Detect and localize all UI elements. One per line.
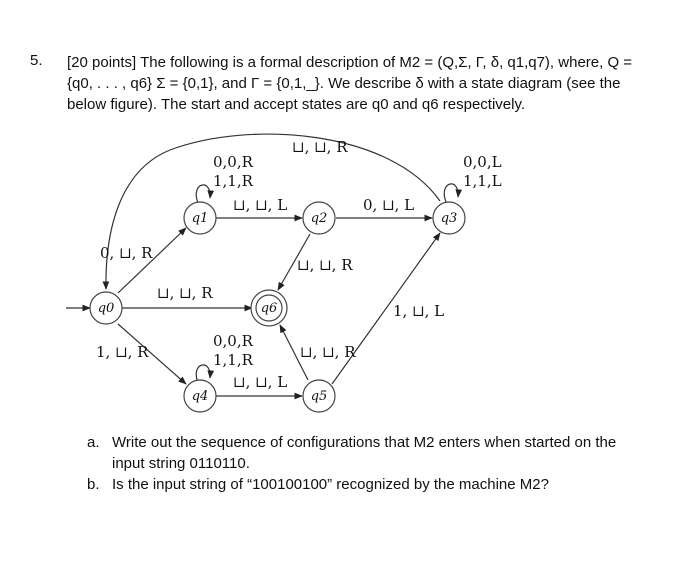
edge-label: 1, ⊔, L <box>393 302 445 320</box>
edge-label: ⊔, ⊔, R <box>157 284 213 302</box>
state-label-q4: q4 <box>191 389 209 404</box>
state-label-q0: q0 <box>97 301 115 316</box>
subquestion-line: Write out the sequence of configurations that M2 enters when started on the <box>112 434 617 451</box>
edge-label: 0, ⊔, R <box>100 244 153 262</box>
subquestion-line: input string 0110110. <box>112 455 250 472</box>
subquestion-letter: a. <box>87 434 100 451</box>
state-label-q3: q3 <box>440 211 458 226</box>
subquestion-line: Is the input string of “100100100” recognized by the machine M2? <box>112 476 549 493</box>
subquestion-b <box>87 474 647 496</box>
state-label-q6: q6 <box>260 301 278 316</box>
subquestion-letter: b. <box>87 476 100 493</box>
edge-label: ⊔, ⊔, R <box>300 343 356 361</box>
intro-line: {q0, . . . , q6} Σ = {0,1}, and Γ = {0,1,_}. We describe δ with a state diagram (see the <box>67 75 621 92</box>
state-label-q5: q5 <box>310 389 328 404</box>
question-number: 5. <box>30 52 43 69</box>
edge-label: ⊔, ⊔, R <box>297 256 353 274</box>
edge-label: 0,0,R <box>213 332 253 350</box>
edge-label: 0, ⊔, L <box>363 196 415 214</box>
edge-label: ⊔, ⊔, L <box>233 373 288 391</box>
edge-label: 1,1,R <box>213 351 253 369</box>
edge-label: 1, ⊔, R <box>96 343 149 361</box>
edge-label: 0,0,R <box>213 153 253 171</box>
state-label-q2: q2 <box>310 211 328 226</box>
edge-label: 0,0,L <box>463 153 502 171</box>
subquestion-a <box>87 432 647 476</box>
edge-label: ⊔, ⊔, R <box>292 138 348 156</box>
edge-label: ⊔, ⊔, L <box>233 196 288 214</box>
state-label-q1: q1 <box>191 211 209 226</box>
loop-q3 <box>444 184 458 202</box>
edge-label: 1,1,L <box>463 172 502 190</box>
edge-label: 1,1,R <box>213 172 253 190</box>
loop-q1 <box>196 185 210 203</box>
intro-line: below figure). The start and accept states are q0 and q6 respectively. <box>67 96 526 113</box>
intro-line: [20 points] The following is a formal description of M2 = (Q,Σ, Γ, δ, q1,q7), where, Q = <box>67 54 633 71</box>
